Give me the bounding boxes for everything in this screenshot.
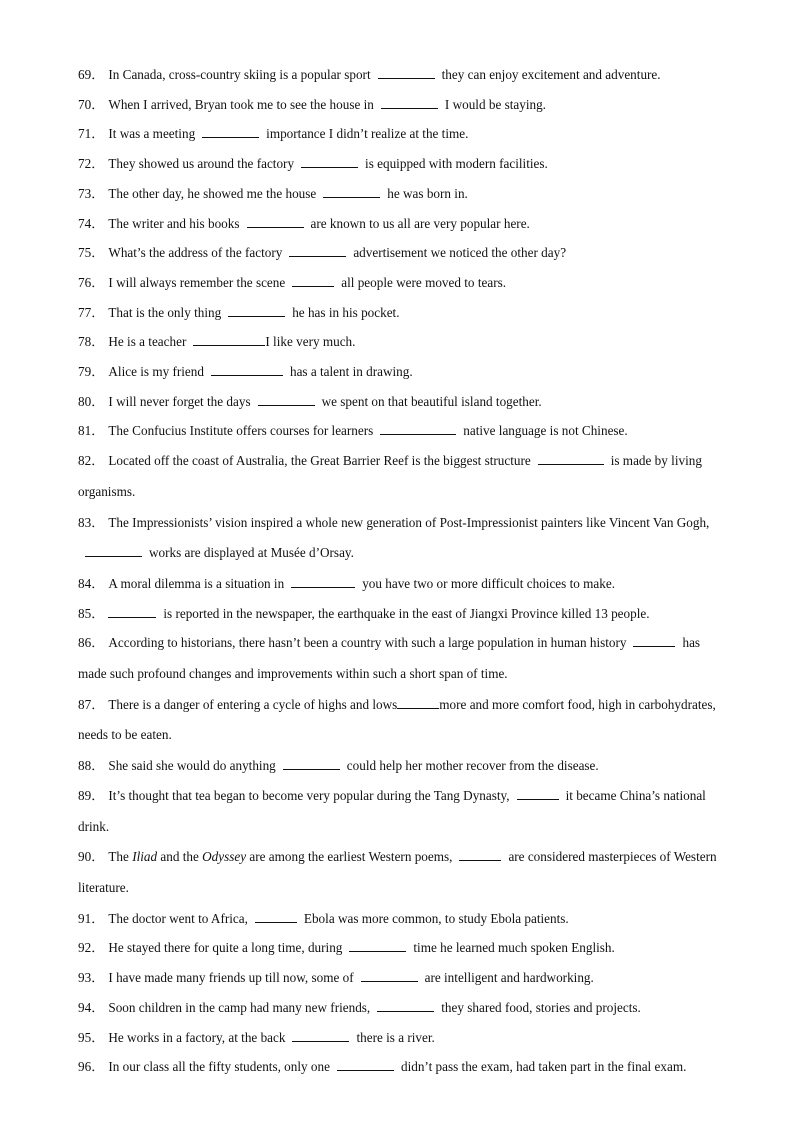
question-text-before: The Impressionists’ vision inspired a whole new generation of Post-Impressionist painters like Vincent Van Gogh, (108, 514, 710, 530)
answer-blank[interactable] (337, 1058, 394, 1071)
question-text-after: importance I didn’t realize at the time. (266, 126, 469, 142)
question-text-before: There is a danger of entering a cycle of highs and lows (108, 696, 398, 712)
question-text-before: He is a teacher (108, 334, 187, 350)
question-number: 93． (78, 970, 105, 986)
question-number: 73． (78, 185, 105, 201)
question-text-before: are among the earliest Western poems, (249, 849, 453, 865)
question-number: 78． (78, 334, 105, 350)
answer-blank[interactable] (361, 969, 418, 982)
question-96 (78, 1052, 723, 1082)
answer-blank[interactable] (289, 244, 346, 257)
question-text-after: there is a river. (356, 1029, 435, 1045)
question-number: 71． (78, 126, 105, 142)
question-text-after: could help her mother recover from the disease. (346, 758, 599, 774)
question-text-after: Ebola was more common, to study Ebola patients. (303, 910, 569, 926)
question-76 (78, 268, 723, 298)
question-92 (78, 933, 723, 963)
question-text-after: didn’t pass the exam, had taken part in the final exam. (400, 1059, 687, 1075)
question-87 (78, 690, 723, 751)
question-text-before: The (108, 849, 129, 865)
question-83 (78, 508, 723, 569)
question-text-after: time he learned much spoken English. (413, 940, 615, 956)
question-text-after: is made by living organisms. (78, 453, 702, 499)
answer-blank[interactable] (459, 848, 501, 861)
answer-blank[interactable] (211, 363, 283, 376)
answer-blank[interactable] (258, 393, 315, 406)
question-text-before: What’s the address of the factory (108, 245, 283, 261)
answer-blank[interactable] (108, 605, 156, 618)
answer-blank[interactable] (283, 757, 340, 770)
question-text-before: In Canada, cross-country skiing is a popular sport (108, 67, 371, 82)
question-78 (78, 327, 723, 357)
question-text-after: all people were moved to tears. (341, 274, 507, 290)
question-number: 82． (78, 453, 105, 469)
answer-blank[interactable] (255, 910, 297, 923)
question-number: 96． (78, 1059, 105, 1075)
question-75 (78, 238, 723, 268)
question-84 (78, 569, 723, 599)
question-number: 88． (78, 758, 105, 774)
question-number: 89． (78, 787, 105, 803)
question-number: 77． (78, 304, 105, 320)
question-text-after: advertisement we noticed the other day? (353, 245, 567, 261)
question-number: 80． (78, 393, 105, 409)
question-text-after: more and more comfort food, high in carbohydrates, needs to be eaten. (78, 696, 716, 743)
question-72 (78, 149, 723, 179)
question-text-before: In our class all the fifty students, only one (108, 1059, 330, 1075)
question-74 (78, 209, 723, 239)
answer-blank[interactable] (202, 125, 259, 138)
question-text-before: It’s thought that tea began to become very popular during the Tang Dynasty, (108, 787, 510, 803)
question-80 (78, 387, 723, 417)
question-number: 86． (78, 635, 105, 651)
question-77 (78, 298, 723, 328)
question-79 (78, 357, 723, 387)
answer-blank[interactable] (292, 274, 334, 287)
question-88 (78, 751, 723, 781)
question-89 (78, 781, 723, 842)
question-text-after: we spent on that beautiful island together. (321, 393, 542, 409)
question-number: 94． (78, 999, 105, 1015)
question-text-after: has made such profound changes and improvements within such a short span of time. (78, 635, 701, 682)
question-text-before: The Confucius Institute offers courses for learners (108, 423, 374, 439)
question-86 (78, 628, 723, 689)
question-93 (78, 963, 723, 993)
question-number: 91． (78, 910, 105, 926)
answer-blank[interactable] (633, 634, 675, 647)
answer-blank[interactable] (228, 304, 285, 317)
question-text-before: The doctor went to Africa, (108, 910, 248, 926)
answer-blank[interactable] (377, 999, 434, 1012)
question-69 (78, 60, 723, 90)
question-text-before: When I arrived, Bryan took me to see the house in (108, 96, 374, 112)
answer-blank[interactable] (301, 155, 358, 168)
question-text-after: are known to us all are very popular here. (310, 215, 530, 231)
question-text-after: is equipped with modern facilities. (365, 156, 548, 172)
answer-blank[interactable] (291, 575, 355, 588)
question-text-after: they shared food, stories and projects. (441, 999, 641, 1015)
question-text-before: She said she would do anything (108, 758, 276, 774)
question-text-before: Alice is my friend (108, 364, 204, 380)
question-number: 75． (78, 245, 105, 261)
question-text-after: are considered masterpieces of Western literature. (78, 849, 717, 895)
question-number: 69． (78, 67, 105, 82)
question-94 (78, 993, 723, 1023)
question-text-before: and the (160, 849, 199, 865)
question-text-after: I like very much. (265, 334, 356, 350)
question-number: 72． (78, 156, 105, 172)
question-text-after: it became China’s national drink. (78, 787, 706, 834)
question-text-after: native language is not Chinese. (463, 423, 628, 439)
question-91 (78, 904, 723, 934)
answer-blank[interactable] (85, 544, 142, 557)
question-90 (78, 842, 723, 903)
question-text-before: The other day, he showed me the house (108, 185, 317, 201)
question-text-before: According to historians, there hasn’t been a country with such a large population in human history (108, 635, 627, 651)
question-text-after: he was born in. (387, 185, 468, 201)
question-text-after: you have two or more difficult choices to make. (362, 575, 615, 591)
question-85 (78, 599, 723, 629)
book-title: Iliad (132, 849, 158, 865)
question-82 (78, 446, 723, 507)
book-title: Odyssey (202, 849, 247, 865)
answer-blank[interactable] (380, 422, 456, 435)
question-text-after: he has in his pocket. (292, 304, 400, 320)
question-number: 74． (78, 215, 105, 231)
question-number: 79． (78, 364, 105, 380)
question-number: 84． (78, 575, 105, 591)
question-text-before: They showed us around the factory (108, 156, 295, 172)
answer-blank[interactable] (349, 939, 406, 952)
question-text-before: I have made many friends up till now, some of (108, 970, 354, 986)
question-81 (78, 416, 723, 446)
question-number: 81． (78, 423, 105, 439)
question-text-after: has a talent in drawing. (289, 364, 413, 380)
question-70 (78, 90, 723, 120)
question-number: 83． (78, 514, 105, 530)
question-text-before: He works in a factory, at the back (108, 1029, 286, 1045)
answer-blank[interactable] (323, 185, 380, 198)
answer-blank[interactable] (292, 1029, 349, 1042)
question-text-before: It was a meeting (108, 126, 196, 142)
question-text-after: I would be staying. (444, 96, 546, 112)
question-number: 92． (78, 940, 105, 956)
question-number: 87． (78, 696, 105, 712)
question-text-before: A moral dilemma is a situation in (108, 575, 285, 591)
question-text-before: The writer and his books (108, 215, 240, 231)
question-number: 70． (78, 96, 105, 112)
answer-blank[interactable] (247, 215, 304, 228)
answer-blank[interactable] (538, 452, 604, 465)
question-71 (78, 119, 723, 149)
answer-blank[interactable] (193, 333, 265, 346)
question-text-before: I will never forget the days (108, 393, 251, 409)
worksheet-page (78, 60, 723, 1082)
question-number: 95． (78, 1029, 105, 1045)
question-text-after: they can enjoy excitement and adventure. (441, 67, 661, 82)
question-text-before: Located off the coast of Australia, the Great Barrier Reef is the biggest structure (108, 453, 531, 469)
answer-blank[interactable] (378, 66, 435, 79)
question-number: 85． (78, 605, 105, 621)
question-text-before: I will always remember the scene (108, 274, 286, 290)
question-73 (78, 179, 723, 209)
question-number: 90． (78, 849, 105, 865)
question-text-before: That is the only thing (108, 304, 222, 320)
question-number: 76． (78, 274, 105, 290)
question-text-after: are intelligent and hardworking. (424, 970, 594, 986)
question-text-after: is reported in the newspaper, the earthquake in the east of Jiangxi Province killed 13 people. (163, 605, 650, 621)
answer-blank[interactable] (397, 696, 439, 709)
question-text-before: He stayed there for quite a long time, during (108, 940, 343, 956)
answer-blank[interactable] (381, 96, 438, 109)
question-text-before: Soon children in the camp had many new friends, (108, 999, 371, 1015)
answer-blank[interactable] (517, 787, 559, 800)
question-text-after: works are displayed at Musée d’Orsay. (149, 545, 354, 561)
question-95 (78, 1023, 723, 1053)
